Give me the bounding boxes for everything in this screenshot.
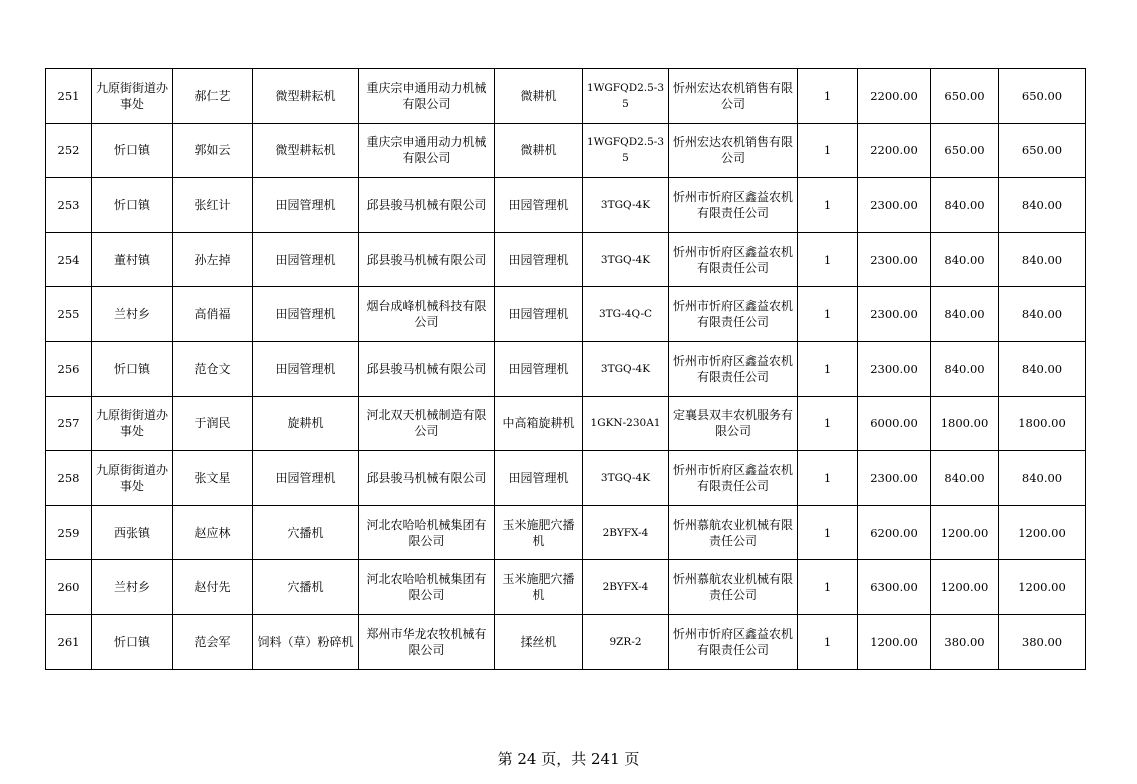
cell-subsidy: 840.00 [931, 341, 999, 396]
cell-manufacturer: 重庆宗申通用动力机械有限公司 [359, 123, 495, 178]
cell-town: 兰村乡 [92, 560, 173, 615]
cell-total-subsidy: 840.00 [999, 178, 1086, 233]
subsidy-table [45, 68, 1086, 670]
cell-name: 高俏福 [173, 287, 253, 342]
cell-dealer: 忻州宏达农机销售有限公司 [669, 69, 798, 124]
cell-total-subsidy: 650.00 [999, 69, 1086, 124]
cell-price: 6300.00 [858, 560, 931, 615]
cell-category: 微型耕耘机 [253, 69, 359, 124]
table-row [46, 69, 1086, 124]
cell-model: 3TGQ-4K [583, 341, 669, 396]
cell-dealer: 忻州市忻府区鑫益农机有限责任公司 [669, 232, 798, 287]
page-number-footer: 第 24 页，共 241 页 [497, 750, 640, 768]
cell-seq: 260 [46, 560, 92, 615]
cell-dealer: 忻州市忻府区鑫益农机有限责任公司 [669, 614, 798, 669]
cell-town: 忻口镇 [92, 123, 173, 178]
cell-manufacturer: 郑州市华龙农牧机械有限公司 [359, 614, 495, 669]
table-row [46, 232, 1086, 287]
cell-seq: 255 [46, 287, 92, 342]
cell-product: 微耕机 [495, 123, 583, 178]
cell-subsidy: 840.00 [931, 178, 999, 233]
cell-town: 九原街街道办事处 [92, 69, 173, 124]
cell-subsidy: 1800.00 [931, 396, 999, 451]
table-row [46, 560, 1086, 615]
cell-quantity: 1 [798, 451, 858, 506]
cell-total-subsidy: 380.00 [999, 614, 1086, 669]
cell-town: 忻口镇 [92, 178, 173, 233]
table-row [46, 451, 1086, 506]
cell-town: 董村镇 [92, 232, 173, 287]
cell-category: 旋耕机 [253, 396, 359, 451]
cell-category: 田园管理机 [253, 178, 359, 233]
cell-manufacturer: 邱县骏马机械有限公司 [359, 178, 495, 233]
cell-product: 田园管理机 [495, 451, 583, 506]
cell-dealer: 忻州慕航农业机械有限责任公司 [669, 505, 798, 560]
cell-total-subsidy: 1800.00 [999, 396, 1086, 451]
cell-total-subsidy: 1200.00 [999, 505, 1086, 560]
cell-price: 6200.00 [858, 505, 931, 560]
cell-quantity: 1 [798, 123, 858, 178]
cell-quantity: 1 [798, 341, 858, 396]
cell-subsidy: 650.00 [931, 123, 999, 178]
cell-model: 3TGQ-4K [583, 451, 669, 506]
cell-subsidy: 1200.00 [931, 560, 999, 615]
cell-model: 3TGQ-4K [583, 232, 669, 287]
cell-quantity: 1 [798, 232, 858, 287]
cell-total-subsidy: 650.00 [999, 123, 1086, 178]
cell-name: 于润民 [173, 396, 253, 451]
cell-name: 郭如云 [173, 123, 253, 178]
cell-category: 穴播机 [253, 560, 359, 615]
cell-town: 忻口镇 [92, 341, 173, 396]
cell-model: 9ZR-2 [583, 614, 669, 669]
cell-quantity: 1 [798, 396, 858, 451]
cell-dealer: 定襄县双丰农机服务有限公司 [669, 396, 798, 451]
cell-seq: 256 [46, 341, 92, 396]
cell-name: 赵应林 [173, 505, 253, 560]
cell-model: 2BYFX-4 [583, 505, 669, 560]
cell-product: 田园管理机 [495, 232, 583, 287]
cell-seq: 261 [46, 614, 92, 669]
cell-quantity: 1 [798, 178, 858, 233]
cell-price: 2300.00 [858, 232, 931, 287]
cell-product: 田园管理机 [495, 287, 583, 342]
cell-category: 饲料（草）粉碎机 [253, 614, 359, 669]
cell-manufacturer: 重庆宗申通用动力机械有限公司 [359, 69, 495, 124]
cell-manufacturer: 河北农哈哈机械集团有限公司 [359, 505, 495, 560]
cell-product: 田园管理机 [495, 178, 583, 233]
table-row [46, 396, 1086, 451]
cell-town: 兰村乡 [92, 287, 173, 342]
cell-product: 田园管理机 [495, 341, 583, 396]
cell-manufacturer: 河北双天机械制造有限公司 [359, 396, 495, 451]
cell-manufacturer: 邱县骏马机械有限公司 [359, 341, 495, 396]
cell-product: 揉丝机 [495, 614, 583, 669]
table-row [46, 287, 1086, 342]
cell-quantity: 1 [798, 287, 858, 342]
cell-dealer: 忻州宏达农机销售有限公司 [669, 123, 798, 178]
cell-subsidy: 840.00 [931, 232, 999, 287]
cell-product: 玉米施肥穴播机 [495, 560, 583, 615]
cell-seq: 253 [46, 178, 92, 233]
cell-total-subsidy: 840.00 [999, 341, 1086, 396]
cell-dealer: 忻州慕航农业机械有限责任公司 [669, 560, 798, 615]
cell-price: 1200.00 [858, 614, 931, 669]
cell-subsidy: 840.00 [931, 287, 999, 342]
cell-price: 6000.00 [858, 396, 931, 451]
table-row [46, 123, 1086, 178]
cell-seq: 257 [46, 396, 92, 451]
cell-model: 1WGFQD2.5-35 [583, 123, 669, 178]
cell-total-subsidy: 840.00 [999, 232, 1086, 287]
cell-quantity: 1 [798, 505, 858, 560]
cell-quantity: 1 [798, 614, 858, 669]
cell-manufacturer: 邱县骏马机械有限公司 [359, 232, 495, 287]
cell-total-subsidy: 840.00 [999, 287, 1086, 342]
cell-model: 2BYFX-4 [583, 560, 669, 615]
cell-town: 西张镇 [92, 505, 173, 560]
cell-manufacturer: 烟台成峰机械科技有限公司 [359, 287, 495, 342]
cell-seq: 258 [46, 451, 92, 506]
cell-dealer: 忻州市忻府区鑫益农机有限责任公司 [669, 451, 798, 506]
cell-seq: 252 [46, 123, 92, 178]
table-row [46, 341, 1086, 396]
cell-dealer: 忻州市忻府区鑫益农机有限责任公司 [669, 287, 798, 342]
cell-name: 孙左掉 [173, 232, 253, 287]
cell-name: 张文星 [173, 451, 253, 506]
cell-dealer: 忻州市忻府区鑫益农机有限责任公司 [669, 341, 798, 396]
cell-price: 2300.00 [858, 178, 931, 233]
cell-name: 赵付先 [173, 560, 253, 615]
cell-category: 田园管理机 [253, 232, 359, 287]
cell-total-subsidy: 1200.00 [999, 560, 1086, 615]
cell-subsidy: 1200.00 [931, 505, 999, 560]
cell-name: 范仓文 [173, 341, 253, 396]
cell-price: 2300.00 [858, 451, 931, 506]
cell-subsidy: 380.00 [931, 614, 999, 669]
cell-town: 忻口镇 [92, 614, 173, 669]
cell-subsidy: 840.00 [931, 451, 999, 506]
cell-seq: 254 [46, 232, 92, 287]
cell-model: 1WGFQD2.5-35 [583, 69, 669, 124]
cell-name: 张红计 [173, 178, 253, 233]
cell-manufacturer: 河北农哈哈机械集团有限公司 [359, 560, 495, 615]
cell-category: 田园管理机 [253, 451, 359, 506]
cell-town: 九原街街道办事处 [92, 451, 173, 506]
table-body [46, 69, 1086, 670]
cell-category: 微型耕耘机 [253, 123, 359, 178]
cell-model: 1GKN-230A1 [583, 396, 669, 451]
cell-seq: 259 [46, 505, 92, 560]
cell-model: 3TG-4Q-C [583, 287, 669, 342]
cell-product: 玉米施肥穴播机 [495, 505, 583, 560]
cell-product: 微耕机 [495, 69, 583, 124]
cell-model: 3TGQ-4K [583, 178, 669, 233]
cell-product: 中高箱旋耕机 [495, 396, 583, 451]
cell-town: 九原街街道办事处 [92, 396, 173, 451]
cell-name: 郝仁艺 [173, 69, 253, 124]
cell-price: 2200.00 [858, 123, 931, 178]
table-row [46, 614, 1086, 669]
cell-total-subsidy: 840.00 [999, 451, 1086, 506]
cell-seq: 251 [46, 69, 92, 124]
cell-dealer: 忻州市忻府区鑫益农机有限责任公司 [669, 178, 798, 233]
cell-quantity: 1 [798, 69, 858, 124]
table-row [46, 178, 1086, 233]
cell-price: 2300.00 [858, 341, 931, 396]
cell-name: 范会军 [173, 614, 253, 669]
table-row [46, 505, 1086, 560]
cell-category: 穴播机 [253, 505, 359, 560]
cell-price: 2300.00 [858, 287, 931, 342]
cell-price: 2200.00 [858, 69, 931, 124]
cell-manufacturer: 邱县骏马机械有限公司 [359, 451, 495, 506]
cell-category: 田园管理机 [253, 341, 359, 396]
cell-subsidy: 650.00 [931, 69, 999, 124]
cell-category: 田园管理机 [253, 287, 359, 342]
cell-quantity: 1 [798, 560, 858, 615]
